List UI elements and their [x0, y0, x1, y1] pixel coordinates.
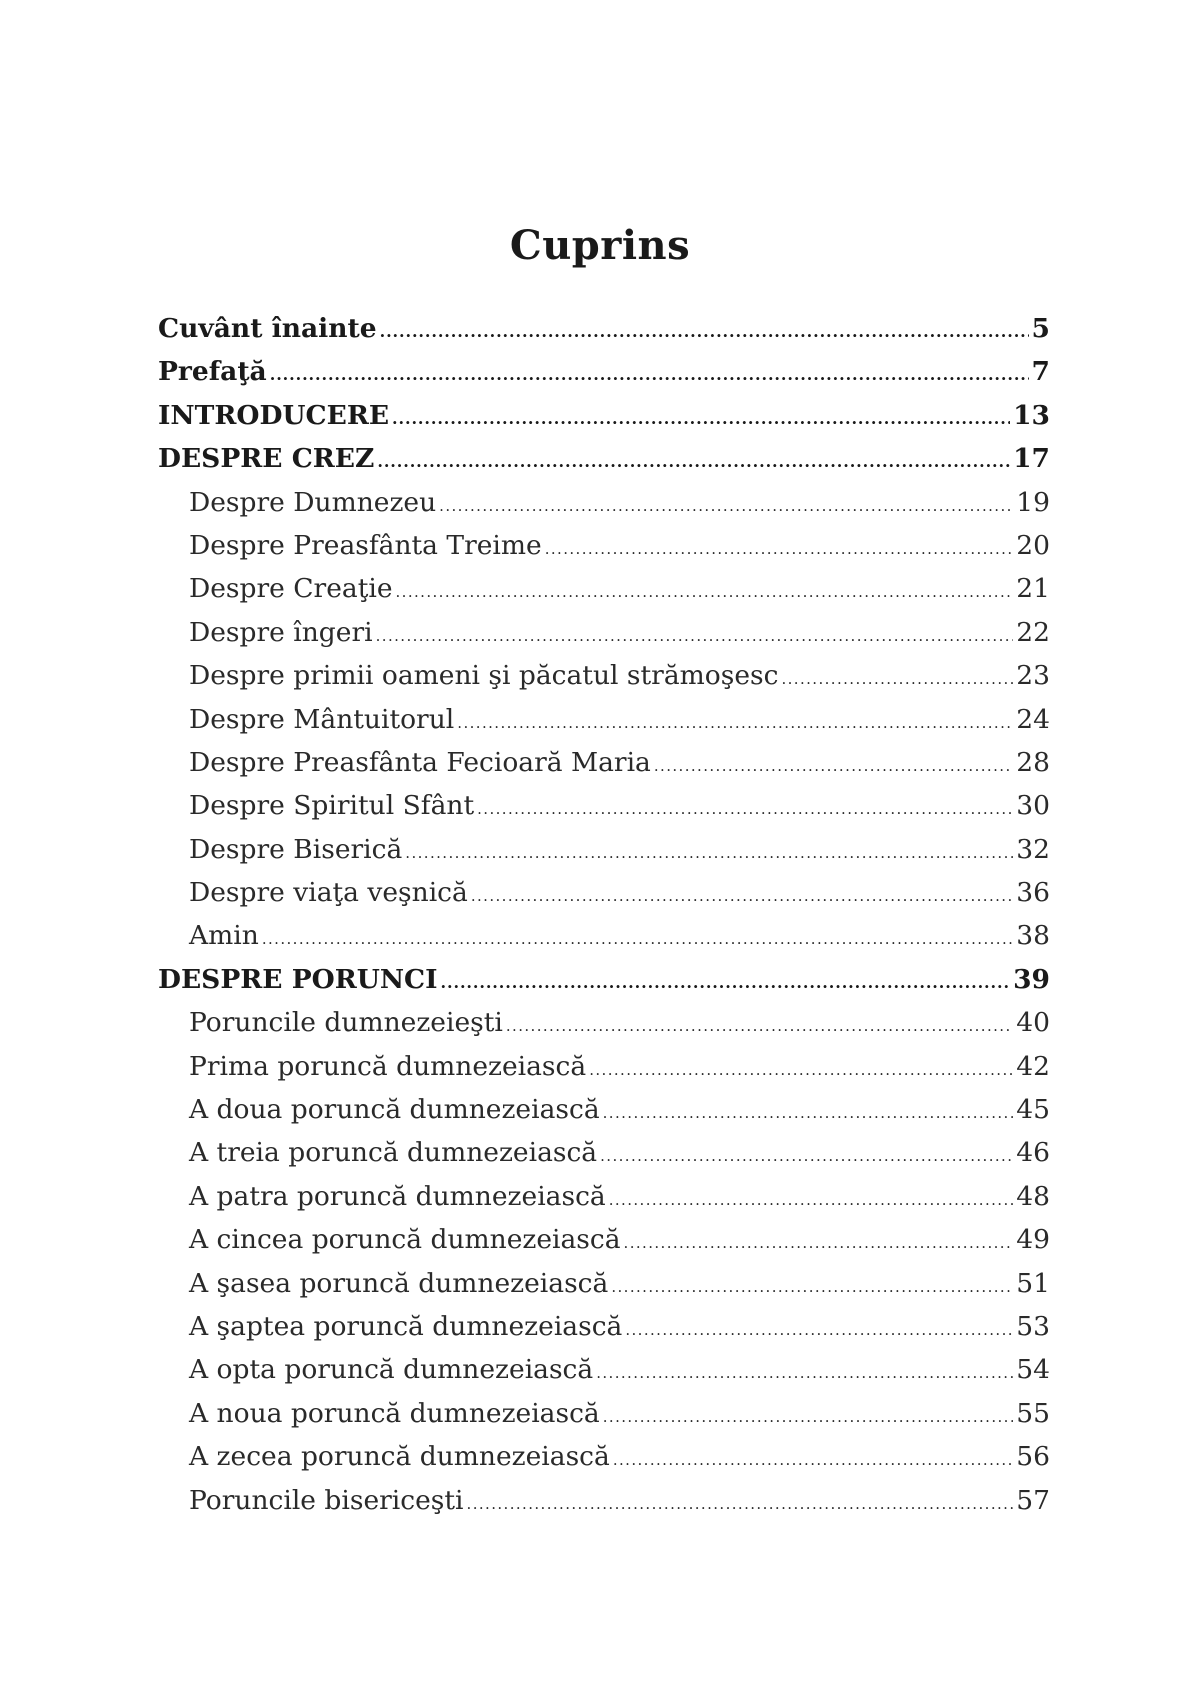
- toc-entry-page-number: 23: [1016, 660, 1050, 692]
- toc-entry-section[interactable]: [158, 1088, 1050, 1131]
- toc-entry-page-number: 5: [1031, 313, 1050, 344]
- toc-entry-page-number: 24: [1016, 703, 1050, 735]
- toc-entry-chapter[interactable]: [158, 394, 1050, 437]
- dot-leader: [405, 828, 1013, 875]
- toc-entry-page-number: 57: [1016, 1484, 1050, 1516]
- toc-entry-label: A şaptea poruncă dumnezeiască: [189, 1310, 623, 1342]
- toc-entry-label: Poruncile dumnezeieşti: [189, 1007, 503, 1039]
- toc-entry-label: A doua poruncă dumnezeiască: [189, 1094, 600, 1126]
- toc-entry-label: Cuvânt înainte: [158, 313, 377, 344]
- dot-leader: [611, 1262, 1013, 1309]
- dot-leader: [545, 524, 1014, 571]
- dot-leader: [376, 611, 1014, 658]
- toc-entry-chapter[interactable]: [158, 307, 1050, 350]
- toc-entry-section[interactable]: [158, 1218, 1050, 1261]
- dot-leader: [603, 1088, 1014, 1135]
- toc-entry-label: Prima poruncă dumnezeiască: [189, 1050, 587, 1082]
- dot-leader: [457, 698, 1013, 745]
- toc-entry-section[interactable]: [158, 1175, 1050, 1218]
- dot-leader: [781, 654, 1013, 701]
- toc-entry-section[interactable]: [158, 1045, 1050, 1088]
- toc-entry-label: Despre Preasfânta Fecioară Maria: [189, 746, 651, 778]
- toc-entry-page-number: 17: [1013, 443, 1050, 475]
- toc-entry-page-number: 40: [1016, 1007, 1050, 1039]
- toc-entry-page-number: 38: [1016, 920, 1050, 952]
- toc-entry-label: Despre Mântuitorul: [189, 703, 455, 735]
- dot-leader: [270, 350, 1029, 396]
- dot-leader: [396, 567, 1014, 614]
- toc-entry-section[interactable]: [158, 1392, 1050, 1435]
- dot-leader: [380, 307, 1029, 353]
- toc-entry-section[interactable]: [158, 1262, 1050, 1305]
- toc-entry-section[interactable]: [158, 1131, 1050, 1174]
- dot-leader: [392, 394, 1010, 440]
- toc-entry-label: Despre îngeri: [189, 616, 373, 648]
- toc-entry-label: Despre Biserică: [189, 833, 403, 865]
- toc-entry-section[interactable]: [158, 1435, 1050, 1478]
- toc-entry-page-number: 22: [1016, 616, 1050, 648]
- toc-entry-section[interactable]: [158, 698, 1050, 741]
- toc-entry-label: A şasea poruncă dumnezeiască: [189, 1267, 609, 1299]
- toc-entry-chapter[interactable]: [158, 437, 1050, 480]
- toc-entry-label: Poruncile bisericeşti: [189, 1484, 464, 1516]
- toc-entry-page-number: 30: [1016, 790, 1050, 822]
- toc-entry-section[interactable]: [158, 1479, 1050, 1522]
- toc-entry-page-number: 55: [1016, 1397, 1050, 1429]
- dot-leader: [377, 437, 1010, 483]
- toc-entry-label: A patra poruncă dumnezeiască: [189, 1180, 606, 1212]
- toc-entry-page-number: 13: [1013, 399, 1050, 431]
- toc-entry-page-number: 49: [1016, 1224, 1050, 1256]
- toc-entry-label: DESPRE CREZ: [158, 443, 375, 475]
- dot-leader: [603, 1392, 1014, 1439]
- toc-entry-page-number: 46: [1016, 1137, 1050, 1169]
- toc-entry-page-number: 36: [1016, 877, 1050, 909]
- toc-entry-page-number: 28: [1016, 746, 1050, 778]
- toc-entry-section[interactable]: [158, 611, 1050, 654]
- dot-leader: [589, 1045, 1013, 1092]
- toc-entry-page-number: 21: [1016, 573, 1050, 605]
- toc-entry-page-number: 48: [1016, 1180, 1050, 1212]
- toc-entry-label: Despre viaţa veşnică: [189, 877, 468, 909]
- toc-entry-page-number: 42: [1016, 1050, 1050, 1082]
- toc-entry-page-number: 45: [1016, 1094, 1050, 1126]
- toc-entry-section[interactable]: [158, 481, 1050, 524]
- toc-entry-label: Despre Dumnezeu: [189, 486, 437, 518]
- toc-entry-section[interactable]: [158, 1001, 1050, 1044]
- toc-entry-label: INTRODUCERE: [158, 399, 390, 431]
- toc-entry-chapter[interactable]: [158, 958, 1050, 1001]
- dot-leader: [441, 958, 1011, 1004]
- toc-entry-page-number: 56: [1016, 1441, 1050, 1473]
- toc-entry-section[interactable]: [158, 1305, 1050, 1348]
- dot-leader: [600, 1131, 1013, 1178]
- toc-entry-label: Despre Preasfânta Treime: [189, 529, 542, 561]
- toc-entry-page-number: 20: [1016, 529, 1050, 561]
- dot-leader: [506, 1001, 1013, 1048]
- dot-leader: [624, 1218, 1014, 1265]
- toc-entry-section[interactable]: [158, 871, 1050, 914]
- dot-leader: [262, 914, 1013, 961]
- toc-entry-section[interactable]: [158, 741, 1050, 784]
- dot-leader: [613, 1435, 1013, 1482]
- toc-entry-label: A noua poruncă dumnezeiască: [189, 1397, 600, 1429]
- toc-entry-label: A opta poruncă dumnezeiască: [189, 1354, 594, 1386]
- toc-entry-label: Despre primii oameni şi păcatul strămoşesc: [189, 660, 779, 692]
- toc-entry-label: Despre Spiritul Sfânt: [189, 790, 475, 822]
- dot-leader: [654, 741, 1013, 788]
- toc-entry-page-number: 51: [1016, 1267, 1050, 1299]
- toc-entry-label: A zecea poruncă dumnezeiască: [189, 1441, 610, 1473]
- dot-leader: [439, 481, 1013, 528]
- toc-entry-section[interactable]: [158, 524, 1050, 567]
- toc-entry-section[interactable]: [158, 914, 1050, 957]
- dot-leader: [625, 1305, 1013, 1352]
- dot-leader: [596, 1348, 1013, 1395]
- toc-entry-label: Amin: [189, 920, 259, 952]
- toc-entry-label: Prefaţă: [158, 356, 267, 388]
- toc-entry-page-number: 19: [1016, 486, 1050, 518]
- toc-entry-page-number: 32: [1016, 833, 1050, 865]
- toc-entry-section[interactable]: [158, 654, 1050, 697]
- toc-entry-label: Despre Creaţie: [189, 573, 393, 605]
- toc-entry-chapter[interactable]: [158, 350, 1050, 393]
- toc-entry-page-number: 54: [1016, 1354, 1050, 1386]
- page-title: Cuprins: [509, 222, 691, 269]
- toc-entry-label: A cincea poruncă dumnezeiască: [189, 1224, 621, 1256]
- toc-entry-page-number: 53: [1016, 1310, 1050, 1342]
- toc-entry-section[interactable]: [158, 567, 1050, 610]
- toc-entry-section[interactable]: [158, 828, 1050, 871]
- toc-entry-label: DESPRE PORUNCI: [158, 963, 438, 995]
- toc-entry-section[interactable]: [158, 784, 1050, 827]
- toc-entry-page-number: 39: [1013, 963, 1050, 995]
- toc-entry-label: A treia poruncă dumnezeiască: [189, 1137, 598, 1169]
- dot-leader: [471, 871, 1013, 918]
- dot-leader: [609, 1175, 1014, 1222]
- dot-leader: [477, 784, 1013, 831]
- toc-entry-page-number: 7: [1031, 356, 1050, 388]
- table-of-contents: [158, 307, 1050, 1522]
- toc-entry-section[interactable]: [158, 1348, 1050, 1391]
- dot-leader: [467, 1479, 1014, 1526]
